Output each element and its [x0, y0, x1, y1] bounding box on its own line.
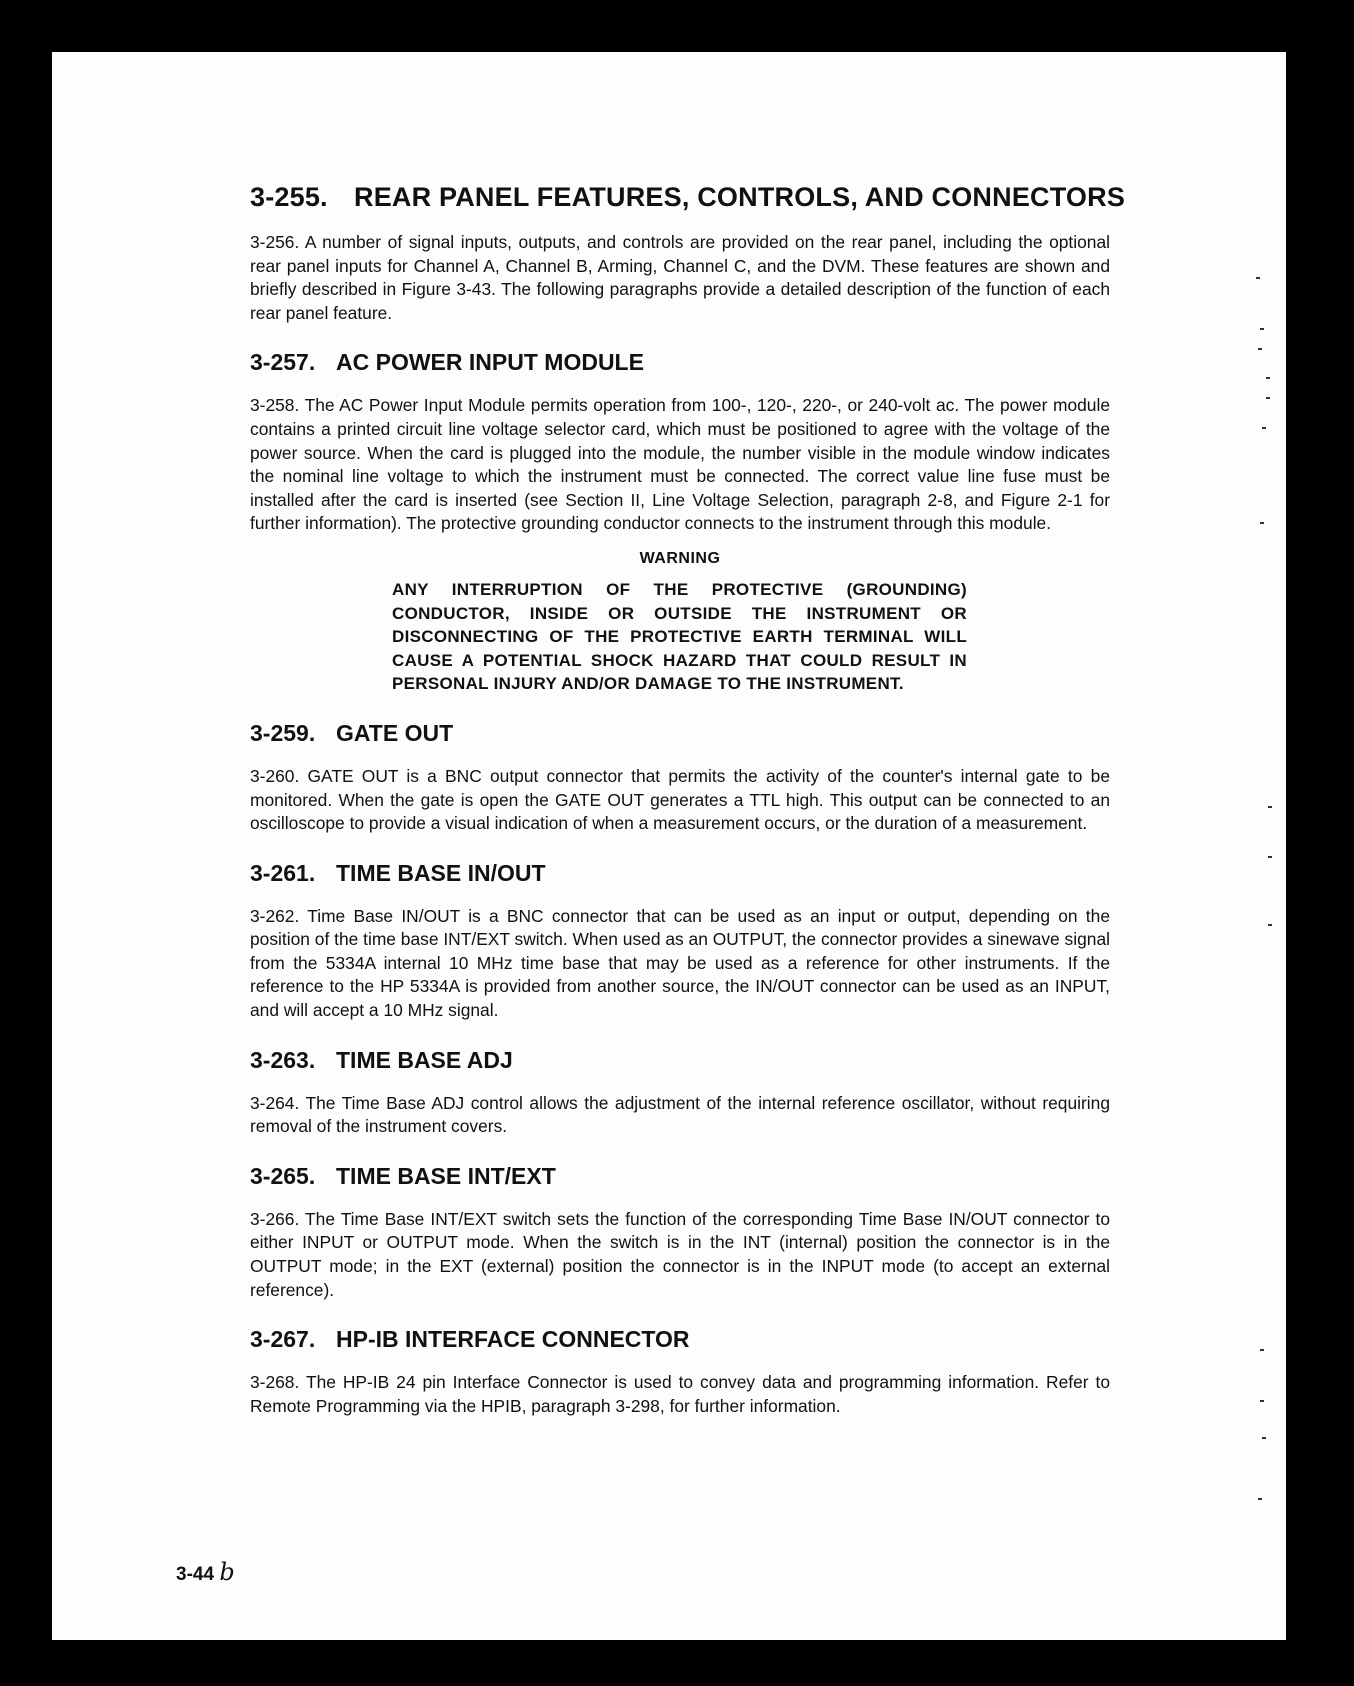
section-title: GATE OUT	[336, 719, 454, 746]
intro-paragraph: 3-256. A number of signal inputs, outputs, and controls are provided on the rear panel, including the optional rear panel inputs for Channel A, Channel B, Arming, Channel C, and the DVM. These features are shown and briefly described in Figure 3-43. The following paragraphs provide a detailed description of the function of each rear panel feature.	[250, 232, 1110, 323]
section-number: 3-259.	[250, 719, 316, 746]
scan-speck	[1268, 924, 1272, 926]
section-number: 3-257.	[250, 349, 316, 376]
section-number: 3-263.	[250, 1046, 316, 1073]
page-title	[250, 182, 1126, 213]
section-body-time-base-adj: 3-264. The Time Base ADJ control allows the adjustment of the internal reference oscillator, without requiring removal of the instrument covers.	[250, 1092, 1110, 1137]
scan-speck	[1260, 1349, 1264, 1351]
section-heading-gate-out	[250, 720, 1110, 747]
warning-text: ANY INTERRUPTION OF THE PROTECTIVE (GROUNDING) CONDUCTOR, INSIDE OR OUTSIDE THE INSTRUMENT OR DISCONNECTING OF THE PROTECTIVE EARTH TERMINAL WILL CAUSE A POTENTIAL SHOCK HAZARD THAT COULD RESULT IN PERSONAL INJURY AND/OR DAMAGE TO THE INSTRUMENT.	[392, 579, 967, 694]
scan-speck	[1268, 806, 1272, 808]
section-body-ac-power: 3-258. The AC Power Input Module permits operation from 100-, 120-, 220-, or 240-volt ac. The power module contains a printed circuit line voltage selector card, which must be positioned to agree with the voltage of the power source. When the card is plugged into the module, the number visible in the module window indicates the nominal line voltage to which the instrument must be connected. The correct value line fuse must be installed after the card is inserted (see Section II, Line Voltage Selection, paragraph 2-8, and Figure 2-1 for further information). The protective grounding conductor connects to the instrument through this module.	[250, 395, 1110, 534]
page-number-text: 3-44	[176, 1564, 215, 1585]
section-title: TIME BASE IN/OUT	[336, 859, 546, 886]
section-number: 3-261.	[250, 859, 316, 886]
section-body-time-base-int-ext: 3-266. The Time Base INT/EXT switch sets the function of the corresponding Time Base IN/OUT connector to either INPUT or OUTPUT mode. When the switch is in the INT (internal) position the connector is in the OUTPUT mode; in the EXT (external) position the connector is in the INPUT mode (to accept an external reference).	[250, 1208, 1110, 1300]
scan-speck	[1260, 1400, 1264, 1402]
page-number	[176, 1558, 235, 1586]
section-heading-time-base-int-ext	[250, 1163, 1110, 1190]
page-number-handwritten-suffix: b	[219, 1558, 235, 1586]
section-heading-ac-power	[250, 349, 1110, 376]
scan-speck	[1258, 1498, 1262, 1500]
title-text: REAR PANEL FEATURES, CONTROLS, AND CONNECTORS	[354, 182, 1126, 212]
document-content	[250, 182, 1126, 1418]
section-body-time-base-in-out: 3-262. Time Base IN/OUT is a BNC connector that can be used as an input or output, depending on the position of the time base INT/EXT switch. When used as an OUTPUT, the connector provides a sinewave signal from the 5334A internal 10 MHz time base that may be used as a reference for other instruments. If the reference to the HP 5334A is provided from another source, the IN/OUT connector can be used as an INPUT, and will accept a 10 MHz signal.	[250, 905, 1110, 1021]
title-number: 3-255.	[250, 182, 328, 212]
document-page	[52, 52, 1286, 1640]
section-heading-hp-ib	[250, 1326, 1110, 1353]
section-body-hp-ib: 3-268. The HP-IB 24 pin Interface Connector is used to convey data and programming information. Refer to Remote Programming via the HPIB, paragraph 3-298, for further information.	[250, 1372, 1110, 1416]
section-title: TIME BASE ADJ	[336, 1046, 513, 1073]
scan-speck	[1256, 277, 1260, 279]
scan-speck	[1258, 348, 1262, 350]
scan-speck	[1262, 427, 1266, 429]
scan-speck	[1262, 1437, 1266, 1439]
section-heading-time-base-adj	[250, 1047, 1110, 1074]
scan-speck	[1260, 328, 1264, 330]
section-body-gate-out: 3-260. GATE OUT is a BNC output connector that permits the activity of the counter's internal gate to be monitored. When the gate is open the GATE OUT generates a TTL high. This output can be connected to an oscilloscope to provide a visual indication of when a measurement occurs, or the duration of a measurement.	[250, 765, 1110, 834]
section-title: TIME BASE INT/EXT	[336, 1162, 556, 1189]
warning-title: WARNING	[639, 549, 721, 567]
section-number: 3-265.	[250, 1162, 316, 1189]
scan-margin-specks	[1246, 52, 1286, 1640]
section-title: AC POWER INPUT MODULE	[336, 349, 644, 376]
section-number: 3-267.	[250, 1326, 316, 1353]
scan-speck	[1260, 522, 1264, 524]
scan-speck	[1266, 397, 1270, 399]
scan-speck	[1266, 377, 1270, 379]
section-title: HP-IB INTERFACE CONNECTOR	[336, 1326, 690, 1353]
scan-speck	[1268, 856, 1272, 858]
section-heading-time-base-in-out	[250, 860, 1110, 887]
